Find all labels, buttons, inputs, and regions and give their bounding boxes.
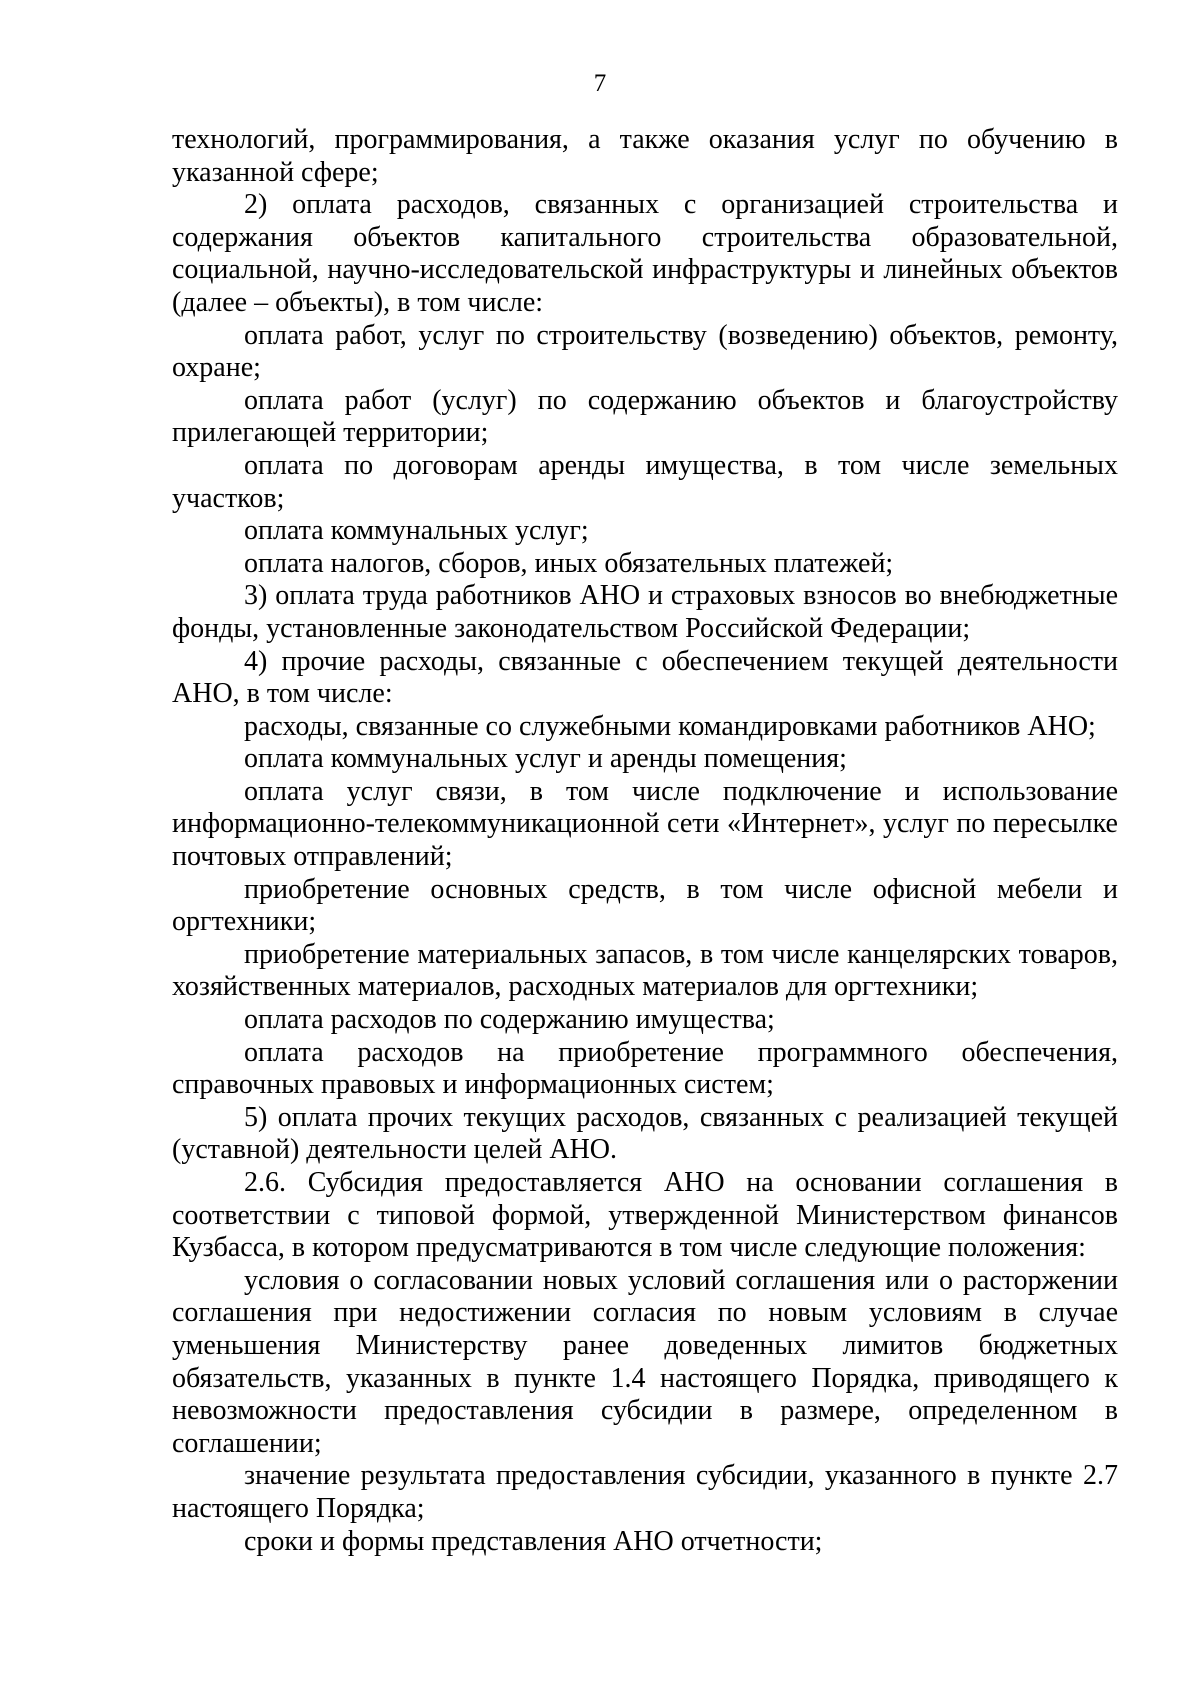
paragraph-item-3: 3) оплата труда работников АНО и страховых взносов во внебюджетные фонды, установленные законодательством Российской Федерации; — [172, 580, 1118, 644]
paragraph-subitem: расходы, связанные со служебными командировками работников АНО; — [244, 710, 1096, 742]
page-number: 7 — [593, 70, 607, 97]
paragraph-subitem: оплата коммунальных услуг и аренды помещения; — [244, 743, 847, 775]
paragraph-subitem: оплата по договорам аренды имущества, в том числе земельных участков; — [172, 449, 1118, 514]
paragraph-subitem: оплата работ (услуг) по содержанию объектов и благоустройству прилегающей территории; — [172, 384, 1118, 449]
paragraph-subitem: оплата услуг связи, в том числе подключение и использование информационно-телекоммуникационной сети «Интернет», услуг по пересылке почтовых отправлений; — [172, 775, 1118, 873]
paragraph-subitem: приобретение материальных запасов, в том числе канцелярских товаров, хозяйственных материалов, расходных материалов для оргтехники; — [172, 938, 1118, 1003]
paragraph-item-5: 5) оплата прочих текущих расходов, связанных с реализацией текущей (уставной) деятельности целей АНО. — [172, 1101, 1118, 1166]
paragraph-item-2: 2) оплата расходов, связанных с организацией строительства и содержания объектов капитального строительства образовательной, социальной, научно-исследовательской инфраструктуры и линейных объектов (далее – объекты), в том числе: — [172, 189, 1118, 318]
paragraph-subitem: оплата налогов, сборов, иных обязательных платежей; — [244, 547, 894, 579]
paragraph-subitem: оплата расходов по содержанию имущества; — [244, 1004, 775, 1036]
paragraph-subitem: значение результата предоставления субсидии, указанного в пункте 2.7 настоящего Порядка; — [172, 1460, 1118, 1524]
paragraph-subitem: оплата работ, услуг по строительству (возведению) объектов, ремонту, охране; — [172, 319, 1118, 384]
body-text — [172, 124, 1118, 1558]
paragraph-subitem: оплата расходов на приобретение программного обеспечения, справочных правовых и информационных систем; — [172, 1036, 1118, 1101]
paragraph-subitem: оплата коммунальных услуг; — [244, 515, 589, 547]
paragraph-continuation: технологий, программирования, а также оказания услуг по обучению в указанной сфере; — [172, 124, 1118, 188]
paragraph-subitem: сроки и формы представления АНО отчетности; — [244, 1525, 823, 1557]
paragraph-subitem: условия о согласовании новых условий соглашения или о расторжении соглашения при недостижении согласия по новым условиям в случае уменьшения Министерству ранее доведенных лимитов бюджетных обязательств, указанных в пункте 1.4 настоящего Порядка, приводящего к невозможности предоставления субсидии в размере, определенном в соглашении; — [172, 1264, 1118, 1459]
paragraph-item-4: 4) прочие расходы, связанные с обеспечением текущей деятельности АНО, в том числе: — [172, 645, 1118, 710]
paragraph-section-2-6: 2.6. Субсидия предоставляется АНО на основании соглашения в соответствии с типовой формой, утвержденной Министерством финансов Кузбасса, в котором предусматриваются в том числе следующие положения: — [172, 1167, 1118, 1264]
paragraph-subitem: приобретение основных средств, в том числе офисной мебели и оргтехники; — [172, 873, 1118, 938]
